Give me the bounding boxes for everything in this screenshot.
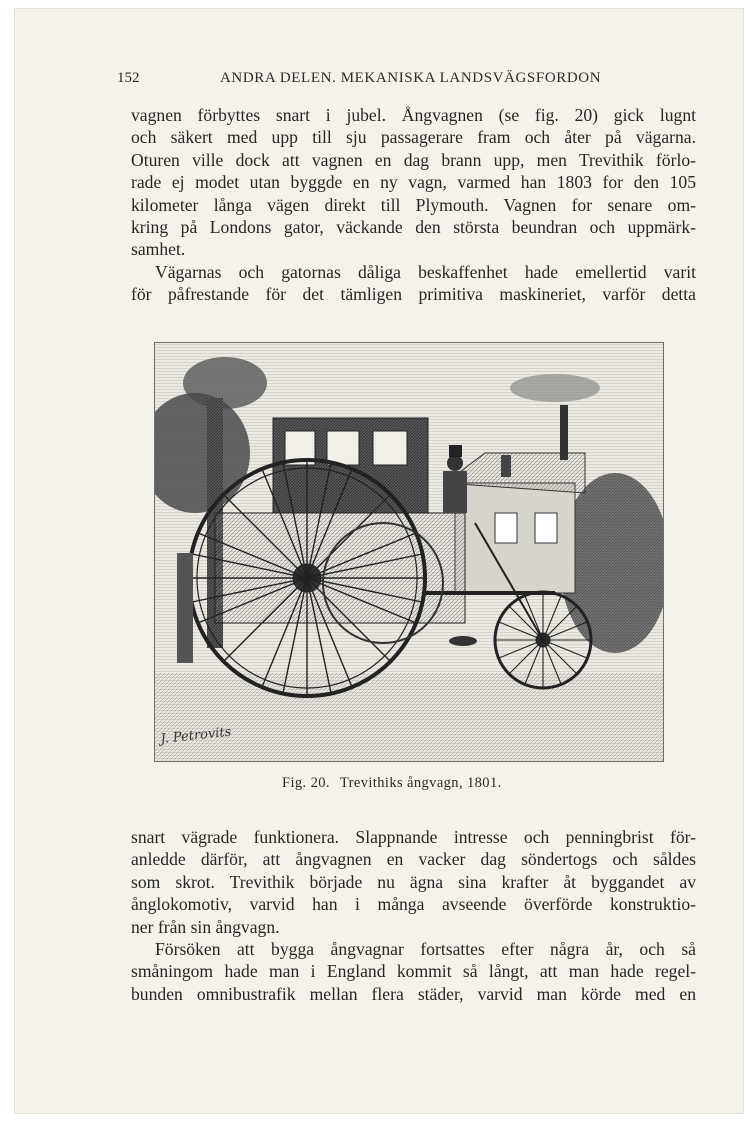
large-rear-wheel <box>189 460 425 696</box>
text-line: bunden omnibustrafik mellan flera städer, varvid man körde med en <box>131 983 696 1004</box>
figure-caption-text: Trevithiks ångvagn, 1801. <box>339 775 502 791</box>
running-title: ANDRA DELEN. MEKANISKA LANDSVÄGSFORDON <box>220 70 602 86</box>
text-line: samhet. <box>131 239 186 260</box>
figure-label: Fig. 20. <box>282 775 330 791</box>
page-number: 152 <box>117 70 140 86</box>
text-line: snart vägrade funktionera. Slappnande intresse och penningbrist för- <box>131 827 696 847</box>
text-line: ånglokomotiv, varvid han i många avseende överförde konstruktio- <box>131 894 696 915</box>
text-line: vagnen förbyttes snart i jubel. Ångvagnen (se fig. 20) gick lugnt <box>131 105 696 125</box>
text-line: för påfrestande för det tämligen primitiva maskineriet, varför detta <box>131 284 696 305</box>
text-line: som skrot. Trevithik började nu ägna sina krafter åt byggandet av <box>131 871 696 892</box>
text-line: ner från sin ångvagn. <box>131 916 280 937</box>
text-line: kilometer långa vägen direkt till Plymouth. Vagnen for senare om- <box>131 194 696 215</box>
body-text-top <box>131 104 696 306</box>
text-line: småningom hade man i England kommit så långt, att man hade regel- <box>131 961 696 982</box>
text-line: Oturen ville dock att vagnen en dag brann upp, men Trevithik förlo- <box>131 149 696 170</box>
page-header <box>117 70 697 90</box>
text-line: Vägarnas och gatornas dåliga beskaffenhet hade emellertid varit <box>155 261 696 282</box>
body-text-bottom <box>131 826 696 1005</box>
text-line: och säkert med upp till sju passagerare fram och åter på vägarna. <box>131 127 696 148</box>
figure-caption <box>282 775 582 792</box>
text-line: rade ej modet utan byggde en ny vagn, varmed han 1803 for den 105 <box>131 172 696 193</box>
text-line: Försöken att bygga ångvagnar fortsattes efter några år, och så <box>155 939 696 960</box>
text-line: anledde därför, att ångvagnen en vacker dag söndertogs och såldes <box>131 849 696 870</box>
steam-carriage-engraving <box>155 343 663 761</box>
svg-text:J. Petrovits: J. Petrovits <box>159 724 233 747</box>
text-line: kring på Londons gator, väckande den största beundran och uppmärk- <box>131 217 696 238</box>
figure-illustration <box>154 342 664 762</box>
